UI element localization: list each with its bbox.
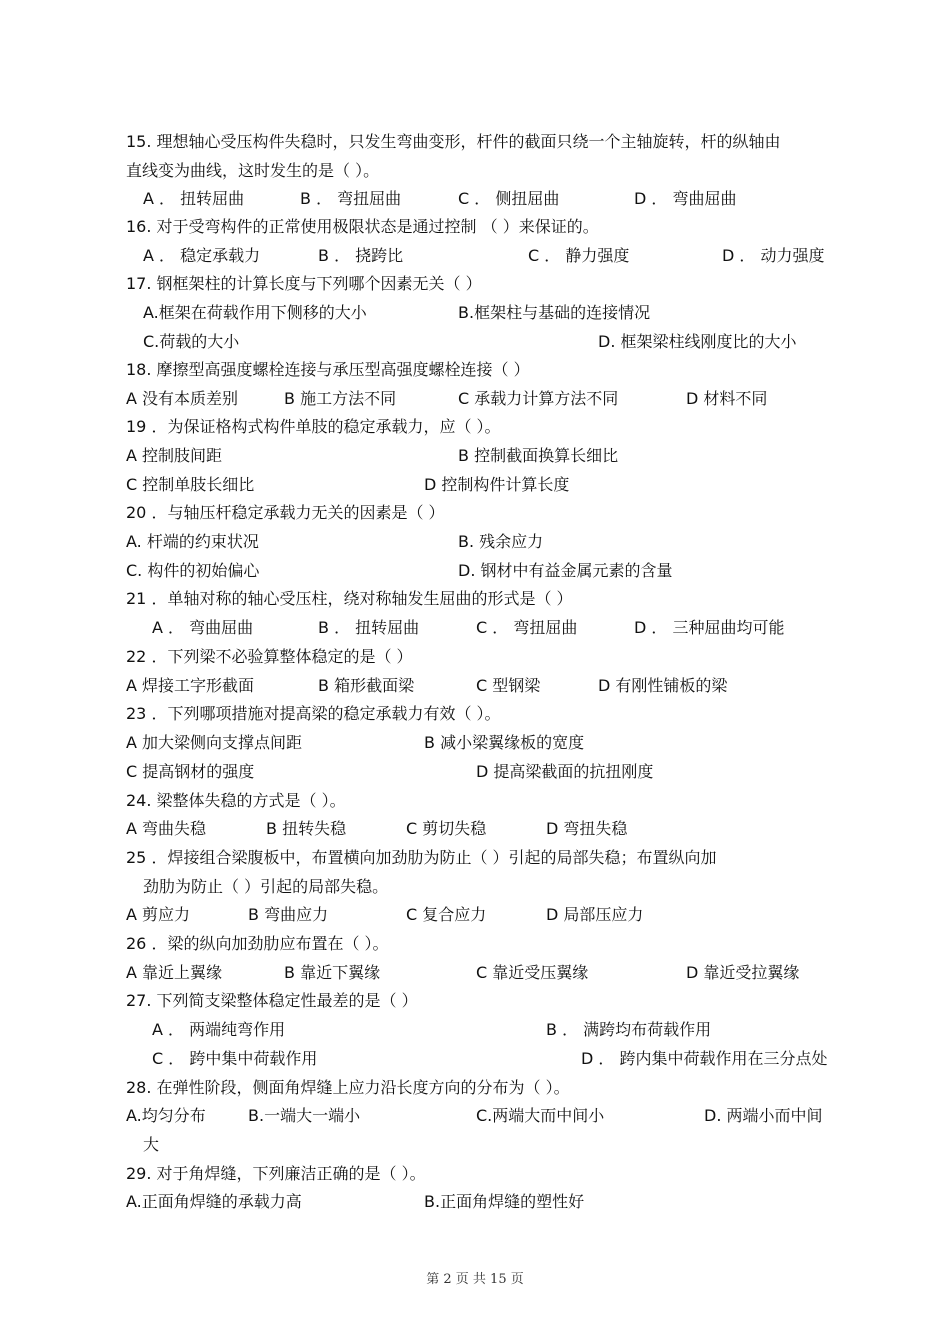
q18-option-c: C 承载力计算方法不同 [458, 389, 619, 408]
q25-stem-line2: 劲肋为防止（ ）引起的局部失稳。 [143, 877, 389, 896]
q21-option-c: C ． 弯扭屈曲 [476, 618, 578, 637]
q17-option-a: A.框架在荷载作用下侧移的大小 [143, 303, 367, 322]
q24-option-c: C 剪切失稳 [406, 819, 487, 838]
q27-option-b: B ． 满跨均布荷载作用 [546, 1020, 712, 1039]
q28-option-b: B.一端大一端小 [248, 1106, 361, 1125]
q19-option-c: C 控制单肢长细比 [126, 475, 255, 494]
q26-option-b: B 靠近下翼缘 [284, 963, 381, 982]
q17-option-c: C.荷载的大小 [143, 332, 240, 351]
q17-option-d: D. 框架梁柱线刚度比的大小 [598, 332, 797, 351]
q24-stem: 24. 梁整体失稳的方式是（ ）。 [126, 791, 346, 810]
q28-option-d: D. 两端小而中间 [704, 1106, 823, 1125]
q18-option-b: B 施工方法不同 [284, 389, 397, 408]
q15-option-a: A ． 扭转屈曲 [143, 189, 245, 208]
q19-option-d: D 控制构件计算长度 [424, 475, 570, 494]
q28-option-c: C.两端大而中间小 [476, 1106, 605, 1125]
q22-stem: 22 ．下列梁不必验算整体稳定的是（ ） [126, 647, 413, 666]
q15-option-b: B ． 弯扭屈曲 [300, 189, 402, 208]
q17-stem: 17. 钢框架柱的计算长度与下列哪个因素无关（ ） [126, 274, 482, 293]
q20-option-d: D. 钢材中有益金属元素的含量 [458, 561, 673, 580]
q29-option-a: A.正面角焊缝的承载力高 [126, 1192, 302, 1211]
q21-stem: 21 ．单轴对称的轴心受压柱，绕对称轴发生屈曲的形式是（ ） [126, 589, 573, 608]
q26-stem: 26 ．梁的纵向加劲肋应布置在（ ）。 [126, 934, 389, 953]
q20-option-c: C. 构件的初始偏心 [126, 561, 260, 580]
q22-option-a: A 焊接工字形截面 [126, 676, 255, 695]
q19-option-a: A 控制肢间距 [126, 446, 223, 465]
q26-option-a: A 靠近上翼缘 [126, 963, 223, 982]
q21-option-d: D ． 三种屈曲均可能 [634, 618, 785, 637]
q15-option-c: C ． 侧扭屈曲 [458, 189, 560, 208]
q24-option-d: D 弯扭失稳 [546, 819, 628, 838]
q15-stem-line1: 15. 理想轴心受压构件失稳时，只发生弯曲变形，杆件的截面只绕一个主轴旋转，杆的纵轴由 [126, 132, 781, 151]
q27-option-c: C ． 跨中集中荷载作用 [152, 1049, 318, 1068]
q20-option-b: B. 残余应力 [458, 532, 544, 551]
q15-stem-line2: 直线变为曲线，这时发生的是（ ）。 [126, 161, 380, 180]
q26-option-d: D 靠近受拉翼缘 [686, 963, 800, 982]
q23-option-c: C 提高钢材的强度 [126, 762, 255, 781]
q23-option-d: D 提高梁截面的抗扭刚度 [476, 762, 654, 781]
q16-option-d: D ． 动力强度 [722, 246, 825, 265]
q23-option-a: A 加大梁侧向支撑点间距 [126, 733, 303, 752]
q21-option-b: B ． 扭转屈曲 [318, 618, 420, 637]
q27-option-a: A ． 两端纯弯作用 [152, 1020, 286, 1039]
q23-option-b: B 减小梁翼缘板的宽度 [424, 733, 585, 752]
q18-stem: 18. 摩擦型高强度螺栓连接与承压型高强度螺栓连接（ ） [126, 360, 530, 379]
q23-stem: 23 ．下列哪项措施对提高梁的稳定承载力有效（ ）。 [126, 704, 501, 723]
q22-option-c: C 型钢梁 [476, 676, 541, 695]
q28-option-d-continued: 大 [143, 1135, 160, 1154]
q27-option-d: D ． 跨内集中荷载作用在三分点处 [581, 1049, 828, 1068]
q25-option-d: D 局部压应力 [546, 905, 644, 924]
q29-option-b: B.正面角焊缝的塑性好 [424, 1192, 585, 1211]
q25-stem-line1: 25 ．焊接组合梁腹板中，布置横向加劲肋为防止（ ）引起的局部失稳；布置纵向加 [126, 848, 717, 867]
q18-option-a: A 没有本质差别 [126, 389, 239, 408]
q22-option-b: B 箱形截面梁 [318, 676, 415, 695]
q28-stem: 28. 在弹性阶段，侧面角焊缝上应力沿长度方向的分布为（ ）。 [126, 1078, 570, 1097]
q25-option-b: B 弯曲应力 [248, 905, 329, 924]
q16-option-b: B ． 挠跨比 [318, 246, 404, 265]
q16-option-c: C ． 静力强度 [528, 246, 630, 265]
q20-option-a: A. 杆端的约束状况 [126, 532, 259, 551]
page-footer: 第 2 页 共 15 页 [426, 1272, 524, 1287]
q19-option-b: B 控制截面换算长细比 [458, 446, 619, 465]
q20-stem: 20 ．与轴压杆稳定承载力无关的因素是（ ） [126, 503, 445, 522]
q25-option-c: C 复合应力 [406, 905, 487, 924]
q24-option-b: B 扭转失稳 [266, 819, 347, 838]
q27-stem: 27. 下列简支梁整体稳定性最差的是（ ） [126, 991, 418, 1010]
q22-option-d: D 有刚性铺板的梁 [598, 676, 728, 695]
q29-stem: 29. 对于角焊缝，下列廉洁正确的是（ ）。 [126, 1164, 426, 1183]
q19-stem: 19 ．为保证格构式构件单肢的稳定承载力，应（ ）。 [126, 417, 501, 436]
q16-stem: 16. 对于受弯构件的正常使用极限状态是通过控制 （ ）来保证的。 [126, 217, 599, 236]
q24-option-a: A 弯曲失稳 [126, 819, 207, 838]
q25-option-a: A 剪应力 [126, 905, 191, 924]
q18-option-d: D 材料不同 [686, 389, 768, 408]
q26-option-c: C 靠近受压翼缘 [476, 963, 589, 982]
q21-option-a: A ． 弯曲屈曲 [152, 618, 254, 637]
q15-option-d: D ． 弯曲屈曲 [634, 189, 737, 208]
q17-option-b: B.框架柱与基础的连接情况 [458, 303, 651, 322]
q28-option-a: A.均匀分布 [126, 1106, 206, 1125]
q16-option-a: A ． 稳定承载力 [143, 246, 261, 265]
